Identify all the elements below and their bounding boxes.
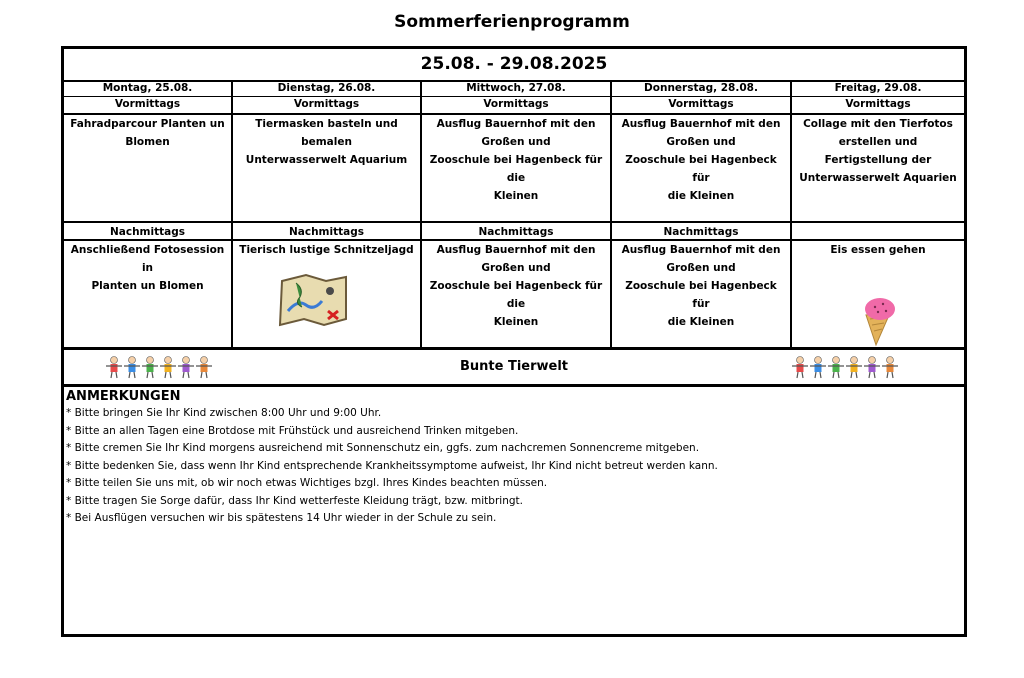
activity-line: Eis essen gehen: [830, 244, 926, 256]
activity-line: Planten un Blomen: [91, 280, 204, 292]
activity-line: erstellen und: [838, 136, 918, 148]
afternoon-activity: [422, 241, 610, 347]
morning-activity: [792, 115, 964, 221]
note-item: * Bitte teilen Sie uns mit, ob wir noch etwas Wichtiges bzgl. Ihres Kindes beachten müssen.: [66, 477, 548, 489]
morning-activity: [233, 115, 420, 221]
activity-line: Zooschule bei Hagenbeck für: [625, 154, 777, 184]
activity-line: Großen und: [666, 136, 736, 148]
morning-label: Vormittags: [668, 98, 734, 110]
afternoon-label: Nachmittags: [288, 226, 364, 238]
activity-line: Fahradparcour Planten un: [70, 118, 225, 130]
afternoon-label: Nachmittags: [663, 226, 739, 238]
theme-banner: Bunte Tierwelt: [459, 359, 569, 374]
divider: [64, 221, 964, 223]
notes-title: ANMERKUNGEN: [66, 389, 181, 404]
morning-activity: [422, 115, 610, 221]
day-header: Montag, 25.08.: [102, 82, 193, 94]
activity-line: Großen und: [481, 136, 551, 148]
morning-label: Vormittags: [114, 98, 181, 110]
activity-line: Kleinen: [493, 316, 539, 328]
notes-section: [66, 389, 956, 528]
activity-line: Ausflug Bauernhof mit den: [621, 118, 781, 130]
afternoon-activity: [612, 241, 790, 347]
activity-line: Großen und: [666, 262, 736, 274]
activity-line: Zooschule bei Hagenbeck für: [625, 280, 777, 310]
activity-line: die Kleinen: [667, 190, 735, 202]
activity-line: Zooschule bei Hagenbeck für die: [429, 154, 603, 184]
activity-line: Unterwasserwelt Aquarium: [245, 154, 408, 166]
afternoon-label: [792, 225, 964, 239]
day-header: Dienstag, 26.08.: [277, 82, 376, 94]
note-item: * Bitte bringen Sie Ihr Kind zwischen 8:00 Uhr und 9:00 Uhr.: [66, 407, 382, 419]
date-range: 25.08. - 29.08.2025: [420, 54, 608, 74]
activity-line: Tierisch lustige Schnitzeljagd: [239, 244, 414, 256]
activity-line: Kleinen: [493, 190, 539, 202]
day-header: Mittwoch, 27.08.: [466, 82, 566, 94]
activity-line: Anschließend Fotosession in: [70, 244, 225, 274]
morning-label: Vormittags: [845, 98, 911, 110]
morning-label: Vormittags: [483, 98, 549, 110]
activity-line: Zooschule bei Hagenbeck für die: [429, 280, 603, 310]
activity-line: Unterwasserwelt Aquarien: [799, 172, 957, 184]
morning-label: Vormittags: [293, 98, 360, 110]
activity-line: Ausflug Bauernhof mit den: [436, 244, 596, 256]
afternoon-label: Nachmittags: [478, 226, 554, 238]
day-header: Freitag, 29.08.: [834, 82, 922, 94]
activity-line: Großen und: [481, 262, 551, 274]
activity-line: Fertigstellung der: [824, 154, 932, 166]
activity-line: Blomen: [125, 136, 170, 148]
page-title: Sommerferienprogramm: [394, 12, 630, 32]
afternoon-label: Nachmittags: [109, 226, 185, 238]
activity-line: die Kleinen: [667, 316, 735, 328]
note-item: * Bei Ausflügen versuchen wir bis spätestens 14 Uhr wieder in der Schule zu sein.: [66, 512, 497, 524]
activity-line: Tiermasken basteln und: [255, 118, 398, 130]
morning-activity: [612, 115, 790, 221]
treasure-map-icon: [276, 271, 352, 329]
morning-activity: [64, 115, 231, 221]
activity-line: Ausflug Bauernhof mit den: [436, 118, 596, 130]
day-header: Donnerstag, 28.08.: [644, 82, 758, 94]
activity-line: Collage mit den Tierfotos: [803, 118, 953, 130]
note-item: * Bitte bedenken Sie, dass wenn Ihr Kind entsprechende Krankheitssymptome aufweist, Ihr Kind nicht betreut werden kann.: [66, 459, 718, 472]
note-item: * Bitte tragen Sie Sorge dafür, dass Ihr Kind wetterfeste Kleidung trägt, bzw. mitbringt.: [66, 494, 523, 507]
ice-cream-icon: [856, 295, 902, 347]
schedule-frame: [61, 46, 967, 637]
note-item: * Bitte cremen Sie Ihr Kind morgens ausreichend mit Sonnenschutz ein, ggfs. zum nachcremen Sonnencreme mitgeben.: [66, 442, 700, 454]
afternoon-activity: [64, 241, 231, 347]
note-item: * Bitte an allen Tagen eine Brotdose mit Frühstück und ausreichend Trinken mitgeben.: [66, 424, 519, 437]
activity-line: bemalen: [301, 136, 352, 148]
activity-line: Ausflug Bauernhof mit den: [621, 244, 781, 256]
